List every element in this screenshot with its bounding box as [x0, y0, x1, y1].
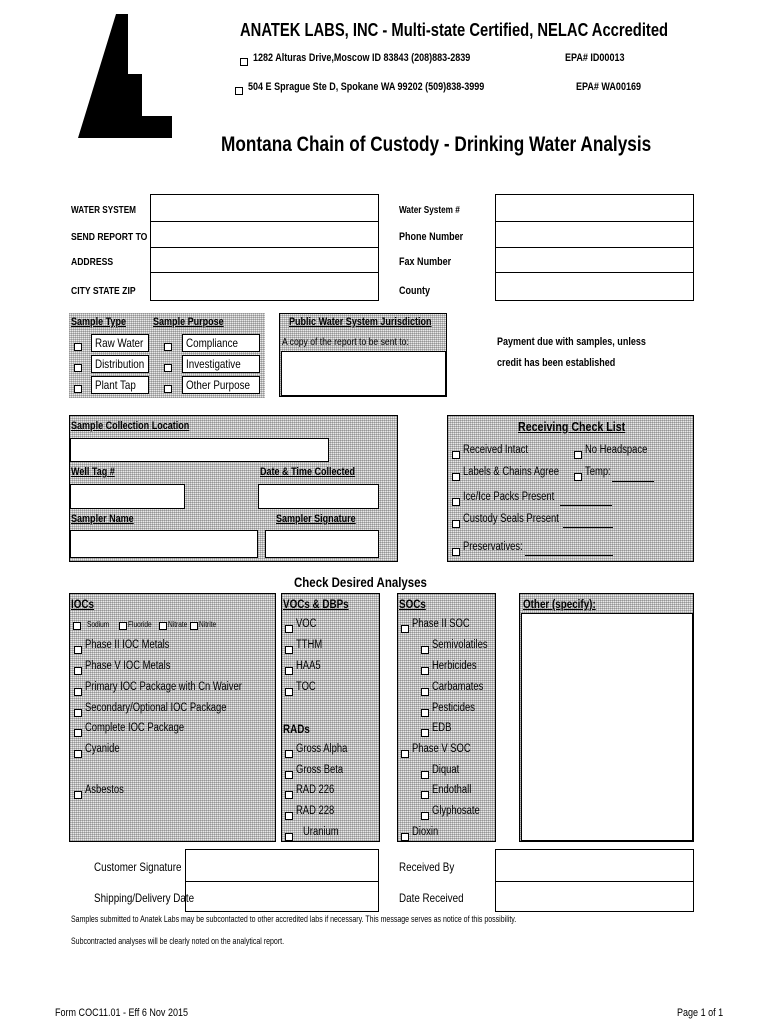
date-collected-label: Date & Time Collected — [260, 466, 356, 478]
sample-type-label: Sample Type — [71, 316, 126, 328]
well-tag-label: Well Tag # — [71, 466, 115, 478]
no-headspace-checkbox[interactable] — [574, 446, 585, 464]
edb-label: EDB — [432, 722, 452, 734]
address-moscow: 1282 Alturas Drive,Moscow ID 83843 (208)883-2839 — [240, 53, 251, 71]
iocs-section — [69, 593, 276, 842]
dioxin-checkbox[interactable] — [401, 828, 412, 846]
county-label: County — [399, 285, 431, 297]
phase2-ioc-checkbox[interactable] — [74, 641, 85, 659]
well-tag-input[interactable] — [70, 484, 185, 509]
temp-checkbox[interactable] — [574, 468, 585, 486]
carbamates-checkbox[interactable] — [421, 683, 432, 701]
custody-checkbox[interactable] — [452, 515, 463, 533]
jurisdiction-input[interactable] — [281, 351, 446, 396]
customer-signature-fields[interactable] — [185, 849, 379, 912]
received-by-label: Received By — [399, 860, 455, 874]
nitrate-checkbox[interactable] — [159, 622, 167, 630]
raw-water-checkbox[interactable] — [74, 338, 85, 356]
phase2-soc-label: Phase II SOC — [412, 618, 470, 630]
client-info-fields[interactable] — [150, 194, 379, 301]
analyses-title: Check Desired Analyses — [294, 574, 427, 590]
page-title: Montana Chain of Custody - Drinking Water Analysis — [221, 133, 652, 156]
ice-checkbox[interactable] — [452, 493, 463, 511]
address-label: ADDRESS — [71, 256, 114, 268]
cyanide-label: Cyanide — [85, 743, 120, 755]
pesticides-label: Pesticides — [432, 702, 475, 714]
city-label: CITY STATE ZIP — [71, 285, 136, 297]
copy-note: A copy of the report to be sent to: — [282, 336, 409, 348]
toc-label: TOC — [296, 681, 316, 693]
receiving-section — [447, 415, 694, 562]
primary-ioc-label: Primary IOC Package with Cn Waiver — [85, 681, 242, 693]
diquat-checkbox[interactable] — [421, 766, 432, 784]
phase5-soc-checkbox[interactable] — [401, 745, 412, 763]
glyphosate-checkbox[interactable] — [421, 807, 432, 825]
socs-label: SOCs — [399, 597, 426, 611]
raw-water-option: Raw Water — [91, 334, 149, 352]
temp-label: Temp: — [585, 466, 611, 478]
date-received-label: Date Received — [399, 891, 464, 905]
company-name: ANATEK LABS, INC - Multi-state Certified, NELAC Accredited — [240, 20, 669, 40]
client-contact-fields[interactable] — [495, 194, 694, 301]
phase5-soc-label: Phase V SOC — [412, 743, 471, 755]
investigative-checkbox[interactable] — [164, 359, 175, 377]
epa-idaho: EPA# ID00013 — [565, 52, 625, 64]
semivolatiles-checkbox[interactable] — [421, 641, 432, 659]
tthm-checkbox[interactable] — [285, 641, 296, 659]
water-system-label: WATER SYSTEM — [71, 205, 136, 216]
sodium-checkbox[interactable] — [73, 622, 81, 630]
customer-signature-label: Customer Signature — [94, 860, 182, 874]
received-intact-checkbox[interactable] — [452, 446, 463, 464]
labels-agree-label: Labels & Chains Agree — [463, 466, 559, 478]
plant-tap-option: Plant Tap — [91, 376, 149, 394]
rad226-label: RAD 226 — [296, 784, 335, 796]
sample-purpose-label: Sample Purpose — [153, 316, 224, 328]
other-purpose-option: Other Purpose — [182, 376, 260, 394]
investigative-option: Investigative — [182, 355, 260, 373]
phase2-ioc-label: Phase II IOC Metals — [85, 639, 170, 651]
rads-label: RADs — [283, 722, 310, 736]
toc-checkbox[interactable] — [285, 683, 296, 701]
endothall-label: Endothall — [432, 784, 472, 796]
water-system-no-label: Water System # — [399, 205, 460, 216]
preservatives-checkbox[interactable] — [452, 543, 463, 561]
collection-location-input[interactable] — [70, 438, 329, 462]
subcontract-note: Samples submitted to Anatek Labs may be subcontacted to other accredited labs if necessary. This message serves as notice of this possibility. — [71, 914, 517, 924]
primary-ioc-checkbox[interactable] — [74, 683, 85, 701]
send-report-label: SEND REPORT TO — [71, 231, 148, 243]
uranium-checkbox[interactable] — [285, 828, 296, 846]
phase2-soc-checkbox[interactable] — [401, 620, 412, 638]
distribution-checkbox[interactable] — [74, 359, 85, 377]
uranium-label: Uranium — [303, 826, 339, 838]
preservatives-label: Preservatives: — [463, 541, 523, 553]
distribution-option: Distribution — [91, 355, 149, 373]
haa5-checkbox[interactable] — [285, 662, 296, 680]
tthm-label: TTHM — [296, 639, 323, 651]
plant-tap-checkbox[interactable] — [74, 380, 85, 398]
herbicides-label: Herbicides — [432, 660, 477, 672]
voc-checkbox[interactable] — [285, 620, 296, 638]
voc-label: VOC — [296, 618, 317, 630]
no-headspace-label: No Headspace — [585, 444, 648, 456]
shipping-date-label: Shipping/Delivery Date — [94, 891, 195, 905]
labels-agree-checkbox[interactable] — [452, 468, 463, 486]
compliance-option: Compliance — [182, 334, 260, 352]
jurisdiction-label: Public Water System Jurisdiction — [289, 316, 432, 328]
subcontract-note-2: Subcontracted analyses will be clearly noted on the analytical report. — [71, 936, 285, 946]
endothall-checkbox[interactable] — [421, 786, 432, 804]
payment-note-1: Payment due with samples, unless — [497, 336, 646, 348]
receiving-title: Receiving Check List — [518, 419, 626, 434]
ice-label: Ice/Ice Packs Present — [463, 491, 555, 503]
haa5-label: HAA5 — [296, 660, 321, 672]
gross-beta-label: Gross Beta — [296, 764, 344, 776]
rad228-label: RAD 228 — [296, 805, 335, 817]
gross-alpha-label: Gross Alpha — [296, 743, 348, 755]
collection-location-label: Sample Collection Location — [71, 420, 190, 432]
box-icon — [240, 58, 248, 66]
form-number: Form COC11.01 - Eff 6 Nov 2015 — [55, 1007, 189, 1019]
dioxin-label: Dioxin — [412, 826, 439, 838]
custody-label: Custody Seals Present — [463, 513, 559, 525]
asbestos-label: Asbestos — [85, 784, 124, 796]
nitrite-checkbox[interactable] — [190, 622, 198, 630]
rad228-checkbox[interactable] — [285, 807, 296, 825]
pesticides-checkbox[interactable] — [421, 704, 432, 722]
cyanide-checkbox[interactable] — [74, 745, 85, 763]
diquat-label: Diquat — [432, 764, 460, 776]
sampler-name-label: Sampler Name — [71, 513, 134, 525]
epa-washington: EPA# WA00169 — [576, 81, 642, 93]
gross-alpha-checkbox[interactable] — [285, 745, 296, 763]
other-label: Other (specify): — [523, 597, 596, 611]
complete-ioc-label: Complete IOC Package — [85, 722, 185, 734]
semivolatiles-label: Semivolatiles — [432, 639, 488, 651]
other-purpose-checkbox[interactable] — [164, 380, 175, 398]
received-intact-label: Received Intact — [463, 444, 528, 456]
secondary-ioc-label: Secondary/Optional IOC Package — [85, 702, 227, 714]
address-spokane: 504 E Sprague Ste D, Spokane WA 99202 (509)838-3999 — [235, 82, 246, 100]
compliance-checkbox[interactable] — [164, 338, 175, 356]
other-input[interactable] — [521, 613, 693, 841]
fluoride-checkbox[interactable] — [119, 622, 127, 630]
ioc-small-row: Sodium Fluoride Nitrate Nitrite — [73, 621, 84, 630]
page-number: Page 1 of 1 — [677, 1007, 724, 1019]
temp-line[interactable] — [612, 481, 654, 482]
asbestos-checkbox[interactable] — [74, 786, 85, 804]
sampler-signature-input[interactable] — [265, 530, 379, 558]
sampler-signature-label: Sampler Signature — [276, 513, 356, 525]
phone-label: Phone Number — [399, 231, 464, 243]
payment-note-2: credit has been established — [497, 357, 616, 369]
glyphosate-label: Glyphosate — [432, 805, 480, 817]
custody-line[interactable] — [563, 527, 613, 528]
carbamates-label: Carbamates — [432, 681, 484, 693]
phase5-ioc-label: Phase V IOC Metals — [85, 660, 171, 672]
herbicides-checkbox[interactable] — [421, 662, 432, 680]
sampler-name-input[interactable] — [70, 530, 258, 558]
receipt-fields[interactable] — [495, 849, 694, 912]
date-collected-input[interactable] — [258, 484, 379, 509]
box-icon — [235, 87, 243, 95]
ice-line[interactable] — [560, 505, 612, 506]
preservatives-line[interactable] — [525, 555, 613, 556]
fax-label: Fax Number — [399, 256, 452, 268]
rad226-checkbox[interactable] — [285, 786, 296, 804]
complete-ioc-checkbox[interactable] — [74, 724, 85, 742]
anatek-logo — [78, 14, 174, 138]
vocs-label: VOCs & DBPs — [283, 597, 349, 611]
gross-beta-checkbox[interactable] — [285, 766, 296, 784]
phase5-ioc-checkbox[interactable] — [74, 662, 85, 680]
edb-checkbox[interactable] — [421, 724, 432, 742]
secondary-ioc-checkbox[interactable] — [74, 704, 85, 722]
iocs-label: IOCs — [71, 597, 94, 611]
